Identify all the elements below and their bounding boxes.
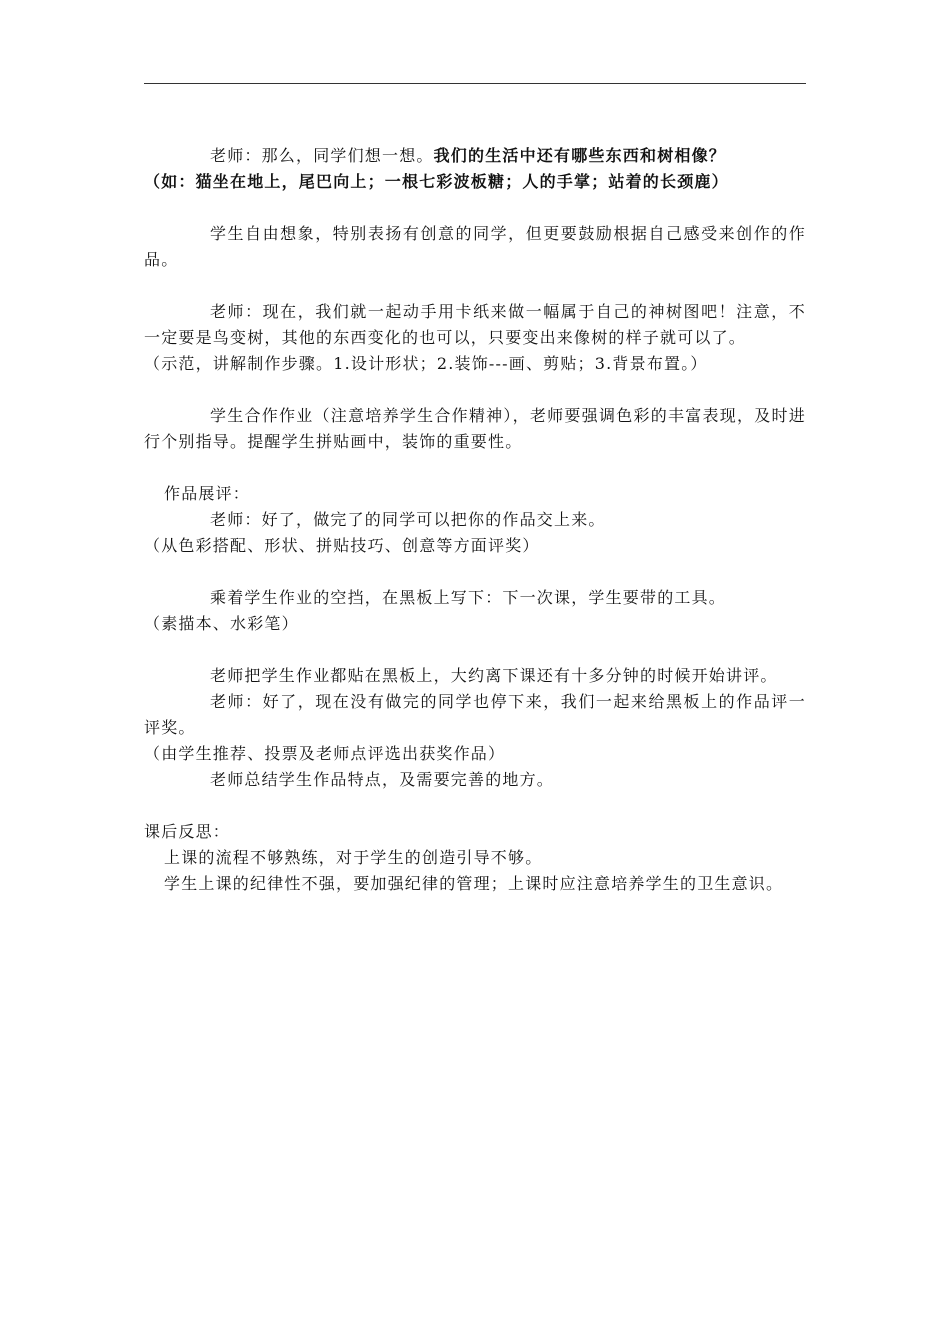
- review-teacher-line: 老师：好了，做完了的同学可以把你的作品交上来。: [210, 510, 606, 529]
- teacher-question-plain: 老师：那么，同学们想一想。: [210, 146, 434, 165]
- paragraph-teacher-stop: 老师：好了，现在没有做完的同学也停下来，我们一起来给黑板上的作品评一评奖。: [144, 692, 806, 737]
- paragraph-student-cooperation: 学生合作作业（注意培养学生合作精神），老师要强调色彩的丰富表现，及时进行个别指导。提醒学生拼贴画中，装饰的重要性。: [144, 406, 806, 451]
- paragraph-post-works: 老师把学生作业都贴在黑板上，大约离下课还有十多分钟的时候开始讲评。: [210, 666, 778, 685]
- teacher-question-bold: 我们的生活中还有哪些东西和树相像？: [433, 146, 727, 165]
- reflection-item-2: 学生上课的纪律性不强，要加强纪律的管理；上课时应注意培养学生的卫生意识。: [164, 874, 784, 893]
- reflection-item-1: 上课的流程不够熟练，对于学生的创造引导不够。: [164, 848, 543, 867]
- paragraph-teacher-instructions: 老师：现在，我们就一起动手用卡纸来做一幅属于自己的神树图吧！注意，不一定要是鸟变树，其他的东西变化的也可以，只要变出来像树的样子就可以了。: [144, 302, 806, 347]
- demo-steps-note: （示范，讲解制作步骤。1.设计形状；2.装饰---画、剪贴；3.背景布置。）: [144, 354, 708, 373]
- examples-line: （如：猫坐在地上，尾巴向上；一根七彩波板糖；人的手掌；站着的长颈鹿）: [144, 172, 729, 191]
- award-selection-note: （由学生推荐、投票及老师点评选出获奖作品）: [144, 744, 506, 763]
- paragraph-student-imagination: 学生自由想象，特别表扬有创意的同学，但更要鼓励根据自己感受来创作的作品。: [144, 224, 806, 269]
- paragraph-teacher-question: [144, 143, 806, 169]
- review-criteria-note: （从色彩搭配、形状、拼贴技巧、创意等方面评奖）: [144, 536, 540, 555]
- tools-note: （素描本、水彩笔）: [144, 614, 299, 633]
- reflection-heading: 课后反思：: [144, 822, 231, 841]
- review-heading: 作品展评：: [164, 484, 251, 503]
- document-body: [144, 143, 806, 897]
- header-rule: [144, 83, 806, 84]
- paragraph-teacher-summary: 老师总结学生作品特点，及需要完善的地方。: [210, 770, 555, 789]
- paragraph-blackboard-tools: 乘着学生作业的空挡，在黑板上写下：下一次课，学生要带的工具。: [210, 588, 727, 607]
